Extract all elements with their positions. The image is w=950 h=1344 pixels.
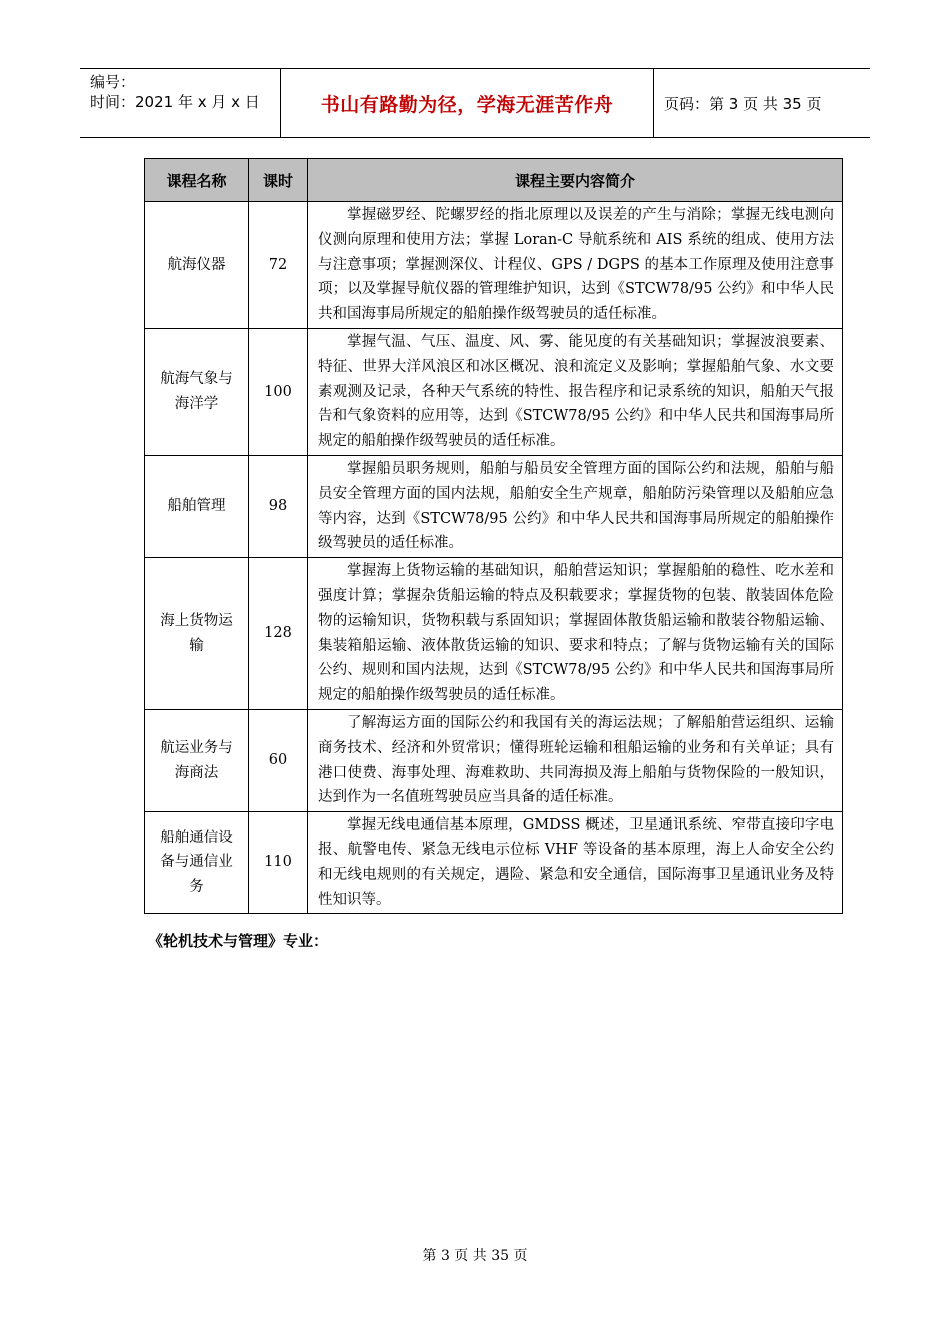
- course-name: 船舶通信设备与通信业务: [145, 812, 249, 914]
- course-name: 航海气象与海洋学: [145, 328, 249, 455]
- table-row: [145, 202, 843, 329]
- course-name: 航运业务与海商法: [145, 709, 249, 811]
- table-row: [145, 328, 843, 455]
- course-hours: 72: [249, 202, 308, 329]
- course-description: 掌握海上货物运输的基础知识，船舶营运知识；掌握船舶的稳性、吃水差和强度计算；掌握杂货船运输的特点及积载要求；掌握货物的包装、散装固体危险物的运输知识，货物积载与系固知识；掌握固体散货船运输和散装谷物船运输、集装箱船运输、液体散货运输的知识、要求和特点；了解与货物运输有关的国际公约、规则和国内法规，达到《STCW78/95 公约》和中华人民共和国海事局所规定的船舶操作级驾驶员的适任标准。: [308, 558, 843, 710]
- course-name: 航海仪器: [145, 202, 249, 329]
- course-name: 船舶管理: [145, 455, 249, 557]
- course-description: 掌握无线电通信基本原理，GMDSS 概述，卫星通讯系统、窄带直接印字电报、航警电传、紧急无线电示位标 VHF 等设备的基本原理，海上人命安全公约和无线电规则的有关规定，遇险、紧急和安全通信，国际海事卫星通讯业务及特性知识等。: [308, 812, 843, 914]
- course-hours: 110: [249, 812, 308, 914]
- course-hours: 128: [249, 558, 308, 710]
- table-row: [145, 455, 843, 557]
- course-description: 掌握磁罗经、陀螺罗经的指北原理以及误差的产生与消除；掌握无线电测向仪测向原理和使用方法；掌握 Loran-C 导航系统和 AIS 系统的组成、使用方法与注意事项；掌握测深仪、计程仪、GPS / DGPS 的基本工作原理及使用注意事项；以及掌握导航仪器的管理维护知识，达到《STCW78/95 公约》和中华人民共和国海事局所规定的船舶操作级驾驶员的适任标准。: [308, 202, 843, 329]
- section-heading: 《轮机技术与管理》专业：: [148, 932, 329, 950]
- column-header-course-name: 课程名称: [145, 159, 249, 202]
- table-header-row: [145, 159, 843, 202]
- header-meta-cell: [80, 69, 281, 137]
- course-hours: 98: [249, 455, 308, 557]
- column-header-hours: 课时: [249, 159, 308, 202]
- header-motto: 书山有路勤为径，学海无涯苦作舟: [320, 93, 614, 116]
- header-motto-cell: [281, 69, 654, 137]
- course-hours: 100: [249, 328, 308, 455]
- course-name: 海上货物运输: [145, 558, 249, 710]
- header-page-info: 页码：第 3 页 共 35 页: [664, 94, 822, 113]
- header-page-cell: [654, 69, 870, 137]
- page-footer: 第 3 页 共 35 页: [422, 1248, 528, 1264]
- table-row: [145, 812, 843, 914]
- course-description: 掌握船员职务规则，船舶与船员安全管理方面的国际公约和法规，船舶与船员安全管理方面的国内法规，船舶安全生产规章，船舶防污染管理以及船舶应急等内容，达到《STCW78/95 公约》和中华人民共和国海事局所规定的船舶操作级驾驶员的适任标准。: [308, 455, 843, 557]
- document-number-label: 编号：: [90, 73, 136, 91]
- column-header-description: 课程主要内容简介: [308, 159, 843, 202]
- document-date: 时间：2021 年 x 月 x 日: [90, 93, 260, 111]
- course-table: [144, 158, 843, 914]
- course-description: 了解海运方面的国际公约和我国有关的海运法规；了解船舶营运组织、运输商务技术、经济和外贸常识；懂得班轮运输和租船运输的业务和有关单证；具有港口使费、海事处理、海难救助、共同海损及海上船舶与货物保险的一般知识，达到作为一名值班驾驶员应当具备的适任标准。: [308, 709, 843, 811]
- table-row: [145, 709, 843, 811]
- course-description: 掌握气温、气压、温度、风、雾、能见度的有关基础知识；掌握波浪要素、特征、世界大洋风浪区和冰区概况、浪和流定义及影响；掌握船舶气象、水文要素观测及记录，各种天气系统的特性、报告程序和记录系统的知识，船舶天气报告和气象资料的应用等，达到《STCW78/95 公约》和中华人民共和国海事局所规定的船舶操作级驾驶员的适任标准。: [308, 328, 843, 455]
- course-hours: 60: [249, 709, 308, 811]
- table-row: [145, 558, 843, 710]
- page-header: [80, 68, 870, 138]
